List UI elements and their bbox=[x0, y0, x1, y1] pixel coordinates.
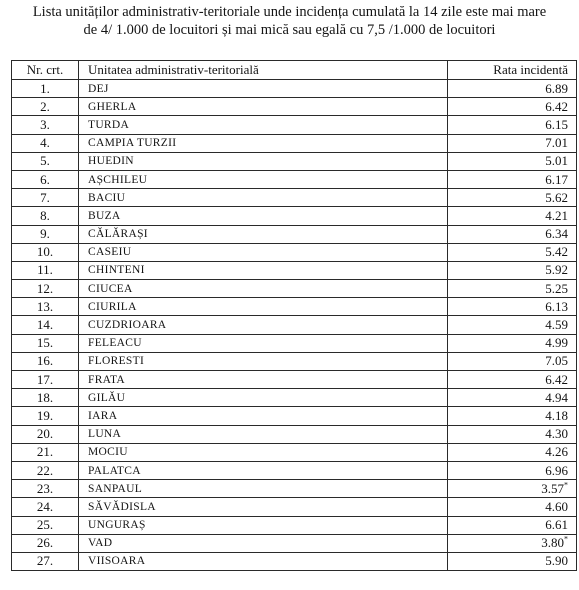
unit-name-text: DEJ bbox=[88, 82, 109, 95]
rate-value: 4.21 bbox=[545, 207, 568, 223]
incidence-table bbox=[11, 60, 577, 571]
row-number bbox=[12, 534, 79, 552]
row-number bbox=[12, 98, 79, 116]
unit-name-text: IARA bbox=[88, 409, 118, 422]
unit-name-text: CHINTENI bbox=[88, 264, 145, 277]
rate-value: 5.42 bbox=[545, 244, 568, 260]
row-number-text: 17. bbox=[36, 371, 54, 387]
row-number-text: 23. bbox=[36, 480, 54, 496]
rate-value: 6.61 bbox=[545, 517, 568, 533]
row-number bbox=[12, 516, 79, 534]
unit-name bbox=[79, 443, 448, 461]
row-number-text: 11. bbox=[37, 262, 53, 278]
table-row bbox=[12, 116, 577, 134]
row-number bbox=[12, 225, 79, 243]
table-row bbox=[12, 170, 577, 188]
row-number-text: 21. bbox=[36, 444, 54, 460]
header-rate: Rata incidentă bbox=[448, 61, 577, 80]
incidence-rate bbox=[448, 480, 577, 498]
row-number bbox=[12, 443, 79, 461]
incidence-rate bbox=[448, 207, 577, 225]
row-number-text: 8. bbox=[40, 207, 50, 223]
footnote-marker: * bbox=[564, 480, 568, 490]
row-number bbox=[12, 116, 79, 134]
incidence-rate bbox=[448, 334, 577, 352]
unit-name bbox=[79, 389, 448, 407]
rate-value: 6.13 bbox=[545, 298, 568, 314]
row-number-text: 4. bbox=[40, 135, 50, 151]
table-row bbox=[12, 352, 577, 370]
table-row bbox=[12, 498, 577, 516]
incidence-rate bbox=[448, 498, 577, 516]
row-number bbox=[12, 243, 79, 261]
row-number-text: 3. bbox=[40, 116, 50, 132]
table-row bbox=[12, 552, 577, 570]
unit-name bbox=[79, 552, 448, 570]
table-row bbox=[12, 134, 577, 152]
table-row bbox=[12, 298, 577, 316]
row-number bbox=[12, 298, 79, 316]
row-number bbox=[12, 498, 79, 516]
unit-name-text: FLORESTI bbox=[88, 355, 145, 368]
table-row bbox=[12, 225, 577, 243]
table-row bbox=[12, 461, 577, 479]
incidence-rate bbox=[448, 170, 577, 188]
table-row bbox=[12, 207, 577, 225]
row-number-text: 25. bbox=[36, 517, 54, 533]
row-number-text: 22. bbox=[36, 462, 54, 478]
incidence-rate bbox=[448, 443, 577, 461]
unit-name bbox=[79, 480, 448, 498]
incidence-rate bbox=[448, 116, 577, 134]
row-number bbox=[12, 389, 79, 407]
incidence-rate bbox=[448, 298, 577, 316]
incidence-rate bbox=[448, 98, 577, 116]
unit-name bbox=[79, 461, 448, 479]
incidence-rate bbox=[448, 261, 577, 279]
incidence-rate bbox=[448, 534, 577, 552]
row-number-text: 9. bbox=[40, 226, 50, 242]
unit-name bbox=[79, 334, 448, 352]
rate-value: 4.59 bbox=[545, 317, 568, 333]
row-number bbox=[12, 134, 79, 152]
table-row bbox=[12, 516, 577, 534]
unit-name-text: AȘCHILEU bbox=[88, 173, 148, 186]
rate-value: 5.25 bbox=[545, 280, 568, 296]
row-number bbox=[12, 261, 79, 279]
row-number bbox=[12, 170, 79, 188]
unit-name-text: BUZA bbox=[88, 209, 121, 222]
unit-name bbox=[79, 498, 448, 516]
table-row bbox=[12, 152, 577, 170]
row-number bbox=[12, 552, 79, 570]
rate-value: 7.05 bbox=[545, 353, 568, 369]
rate-value: 3.80 bbox=[541, 535, 564, 551]
unit-name-text: FRATA bbox=[88, 373, 126, 386]
incidence-rate bbox=[448, 371, 577, 389]
unit-name bbox=[79, 280, 448, 298]
row-number-text: 24. bbox=[36, 498, 54, 514]
row-number-text: 20. bbox=[36, 426, 54, 442]
title-line-2: de 4/ 1.000 de locuitori și mai mică sau egală cu 7,5 /1.000 de locuitori bbox=[83, 22, 496, 38]
rate-value: 6.15 bbox=[545, 116, 568, 132]
table-row bbox=[12, 280, 577, 298]
table-row bbox=[12, 425, 577, 443]
incidence-rate bbox=[448, 189, 577, 207]
rate-value: 6.17 bbox=[545, 171, 568, 187]
unit-name bbox=[79, 98, 448, 116]
row-number bbox=[12, 371, 79, 389]
row-number-text: 10. bbox=[36, 244, 54, 260]
header-unit: Unitatea administrativ-teritorială bbox=[79, 61, 448, 80]
unit-name-text: PALATCA bbox=[88, 464, 141, 477]
table-row bbox=[12, 534, 577, 552]
table-row bbox=[12, 480, 577, 498]
unit-name bbox=[79, 207, 448, 225]
table-row bbox=[12, 80, 577, 98]
unit-name-text: CIURILA bbox=[88, 300, 137, 313]
row-number bbox=[12, 425, 79, 443]
footnote-marker: * bbox=[564, 534, 568, 544]
unit-name bbox=[79, 170, 448, 188]
rate-value: 5.62 bbox=[545, 189, 568, 205]
row-number-text: 13. bbox=[36, 298, 54, 314]
table-row bbox=[12, 371, 577, 389]
incidence-rate bbox=[448, 552, 577, 570]
incidence-rate bbox=[448, 407, 577, 425]
rate-value: 4.30 bbox=[545, 426, 568, 442]
unit-name-text: FELEACU bbox=[88, 337, 142, 350]
unit-name bbox=[79, 225, 448, 243]
unit-name-text: VIISOARA bbox=[88, 555, 146, 568]
row-number bbox=[12, 461, 79, 479]
unit-name bbox=[79, 80, 448, 98]
row-number-text: 7. bbox=[40, 189, 50, 205]
unit-name-text: SĂVĂDISLA bbox=[88, 500, 156, 513]
row-number-text: 1. bbox=[40, 80, 50, 96]
table-row bbox=[12, 443, 577, 461]
rate-value: 5.90 bbox=[545, 553, 568, 569]
row-number bbox=[12, 152, 79, 170]
incidence-rate bbox=[448, 461, 577, 479]
unit-name bbox=[79, 407, 448, 425]
table-row bbox=[12, 261, 577, 279]
unit-name bbox=[79, 316, 448, 334]
unit-name bbox=[79, 516, 448, 534]
unit-name bbox=[79, 298, 448, 316]
unit-name-text: CASEIU bbox=[88, 246, 132, 259]
unit-name-text: CAMPIA TURZII bbox=[88, 137, 177, 150]
rate-value: 4.99 bbox=[545, 335, 568, 351]
row-number bbox=[12, 316, 79, 334]
row-number-text: 16. bbox=[36, 353, 54, 369]
row-number-text: 12. bbox=[36, 280, 54, 296]
table-header-row bbox=[12, 61, 577, 80]
incidence-rate bbox=[448, 280, 577, 298]
row-number bbox=[12, 207, 79, 225]
incidence-rate bbox=[448, 152, 577, 170]
unit-name bbox=[79, 134, 448, 152]
unit-name-text: LUNA bbox=[88, 428, 122, 441]
unit-name-text: CUZDRIOARA bbox=[88, 319, 167, 332]
table-row bbox=[12, 189, 577, 207]
rate-value: 4.60 bbox=[545, 498, 568, 514]
row-number-text: 15. bbox=[36, 335, 54, 351]
incidence-rate bbox=[448, 425, 577, 443]
rate-value: 6.34 bbox=[545, 226, 568, 242]
unit-name-text: GILĂU bbox=[88, 391, 126, 404]
title-line-1: Lista unităților administrativ-teritoriale unde incidența cumulată la 14 zile este mai mare bbox=[32, 4, 547, 20]
incidence-rate bbox=[448, 243, 577, 261]
table-row bbox=[12, 98, 577, 116]
unit-name bbox=[79, 352, 448, 370]
row-number bbox=[12, 189, 79, 207]
row-number-text: 19. bbox=[36, 407, 54, 423]
incidence-rate bbox=[448, 389, 577, 407]
unit-name bbox=[79, 189, 448, 207]
unit-name-text: VAD bbox=[88, 537, 113, 550]
unit-name-text: SANPAUL bbox=[88, 482, 143, 495]
header-nr: Nr. crt. bbox=[12, 61, 79, 80]
rate-value: 6.96 bbox=[545, 462, 568, 478]
incidence-rate bbox=[448, 225, 577, 243]
table-row bbox=[12, 243, 577, 261]
row-number-text: 18. bbox=[36, 389, 54, 405]
incidence-rate bbox=[448, 516, 577, 534]
unit-name bbox=[79, 152, 448, 170]
rate-value: 5.92 bbox=[545, 262, 568, 278]
unit-name bbox=[79, 243, 448, 261]
rate-value: 6.89 bbox=[545, 80, 568, 96]
unit-name bbox=[79, 425, 448, 443]
rate-value: 4.18 bbox=[545, 407, 568, 423]
unit-name-text: TURDA bbox=[88, 118, 130, 131]
rate-value: 6.42 bbox=[545, 98, 568, 114]
rate-value: 5.01 bbox=[545, 153, 568, 169]
unit-name bbox=[79, 261, 448, 279]
unit-name bbox=[79, 116, 448, 134]
unit-name-text: BACIU bbox=[88, 191, 126, 204]
table-row bbox=[12, 334, 577, 352]
rate-value: 7.01 bbox=[545, 135, 568, 151]
rate-value: 4.94 bbox=[545, 389, 568, 405]
rate-value: 6.42 bbox=[545, 371, 568, 387]
unit-name-text: GHERLA bbox=[88, 100, 137, 113]
table-row bbox=[12, 407, 577, 425]
unit-name-text: CIUCEA bbox=[88, 282, 133, 295]
row-number bbox=[12, 280, 79, 298]
row-number bbox=[12, 407, 79, 425]
incidence-rate bbox=[448, 352, 577, 370]
table-row bbox=[12, 316, 577, 334]
incidence-rate bbox=[448, 80, 577, 98]
unit-name bbox=[79, 534, 448, 552]
incidence-rate bbox=[448, 316, 577, 334]
row-number-text: 26. bbox=[36, 535, 54, 551]
row-number-text: 14. bbox=[36, 317, 54, 333]
row-number bbox=[12, 80, 79, 98]
unit-name-text: HUEDIN bbox=[88, 155, 134, 168]
row-number-text: 27. bbox=[36, 553, 54, 569]
row-number bbox=[12, 480, 79, 498]
document-title bbox=[0, 3, 579, 39]
row-number bbox=[12, 334, 79, 352]
rate-value: 4.26 bbox=[545, 444, 568, 460]
row-number-text: 6. bbox=[40, 171, 50, 187]
unit-name-text: CĂLĂRAȘI bbox=[88, 228, 148, 241]
unit-name bbox=[79, 371, 448, 389]
row-number-text: 2. bbox=[40, 98, 50, 114]
rate-value: 3.57 bbox=[541, 480, 564, 496]
row-number-text: 5. bbox=[40, 153, 50, 169]
table-row bbox=[12, 389, 577, 407]
incidence-rate bbox=[448, 134, 577, 152]
unit-name-text: UNGURAȘ bbox=[88, 519, 146, 532]
row-number bbox=[12, 352, 79, 370]
unit-name-text: MOCIU bbox=[88, 446, 128, 459]
